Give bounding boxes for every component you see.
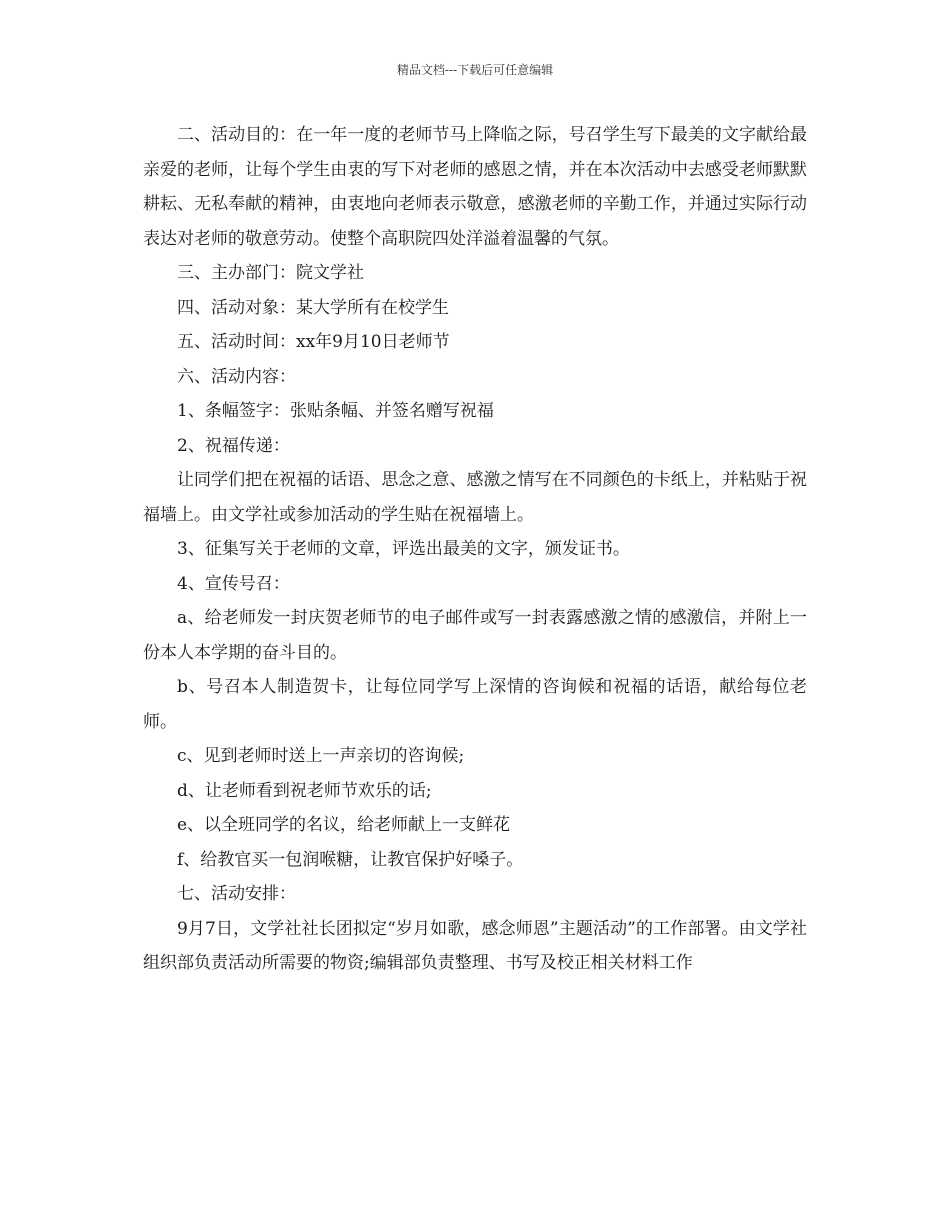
paragraph-purpose: 二、活动目的：在一年一度的老师节马上降临之际，号召学生写下最美的文字献给最亲爱的老师，让每个学生由衷的写下对老师的感恩之情，并在本次活动中去感受老师默默耕耘、无私奉献的精神，由衷地向老师表示敬意，感激老师的辛勤工作，并通过实际行动表达对老师的敬意劳动。使整个高职院四处洋溢着温馨的气氛。 [143, 125, 807, 249]
paragraph-item-4a: a、给老师发一封庆贺老师节的电子邮件或写一封表露感激之情的感激信，并附上一份本人本学期的奋斗目的。 [143, 608, 807, 663]
paragraph-item-1: 1、条幅签字：张贴条幅、并签名赠写祝福 [177, 401, 494, 421]
paragraph-item-4d: d、让老师看到祝老师节欢乐的话; [177, 780, 432, 801]
paragraph-item-2-detail: 让同学们把在祝福的话语、思念之意、感激之情写在不同颜色的卡纸上，并粘贴于祝福墙上。由文学社或参加活动的学生贴在祝福墙上。 [143, 470, 807, 525]
document-body [143, 118, 807, 981]
page-header: 精品文档---下载后可任意编辑 [396, 63, 554, 77]
paragraph-item-4e: e、以全班同学的名议，给老师献上一支鲜花 [177, 815, 511, 835]
paragraph-item-3: 3、征集写关于老师的文章，评选出最美的文字，颁发证书。 [177, 539, 630, 559]
paragraph-item-4b: b、号召本人制造贺卡，让每位同学写上深情的咨询候和祝福的话语，献给每位老师。 [143, 677, 807, 732]
paragraph-item-4: 4、宣传号召： [177, 573, 290, 594]
paragraph-schedule-detail: 9月7日，文学社社长团拟定“岁月如歌，感念师恩”主题活动”的工作部署。由文学社组织部负责活动所需要的物资;编辑部负责整理、书写及校正相关材料工作 [143, 918, 807, 973]
paragraph-item-2: 2、祝福传递： [177, 435, 290, 456]
paragraph-schedule-heading: 七、活动安排： [177, 884, 296, 904]
paragraph-time: 五、活动时间：xx年9月10日老师节 [177, 332, 450, 352]
paragraph-content-heading: 六、活动内容： [177, 366, 296, 387]
paragraph-item-4c: c、见到老师时送上一声亲切的咨询候; [177, 746, 465, 766]
paragraph-item-4f: f、给教官买一包润喉糖，让教官保护好嗓子。 [177, 849, 524, 870]
paragraph-audience: 四、活动对象：某大学所有在校学生 [177, 297, 449, 318]
paragraph-organizer: 三、主办部门：院文学社 [177, 263, 364, 283]
